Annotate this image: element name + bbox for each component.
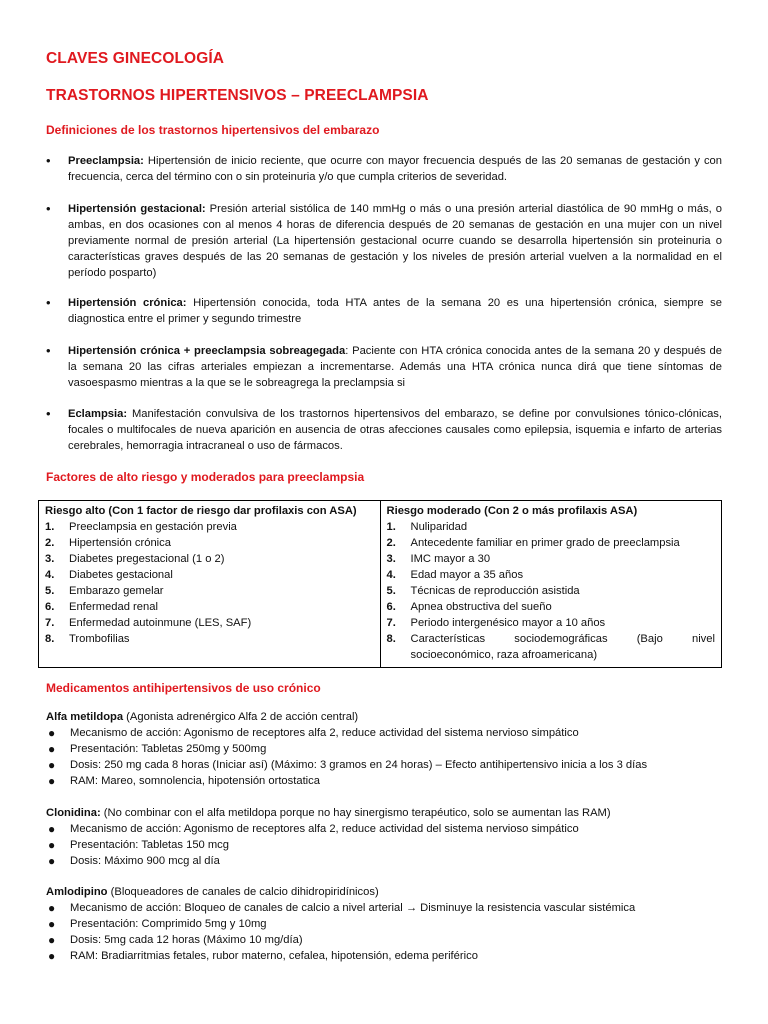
moderate-risk-cell [380,501,722,668]
definitions-heading: Definiciones de los trastornos hipertensivos del embarazo [46,123,380,137]
bullet-icon: ● [48,838,56,852]
list-item: ● RAM: Bradiarritmias fetales, rubor materno, cefalea, hipotensión, edema periférico [48,949,478,963]
bullet-icon: ● [48,901,56,915]
list-item: ● Presentación: Tabletas 250mg y 500mg [48,742,267,756]
definition-hipertension-gestacional: • Hipertensión gestacional: Presión arterial sistólica de 140 mmHg o más o una presión arterial diastólica de 90 mmHg o más, o ambas, en dos ocasiones con al menos 4 horas de diferencia después de 20 semanas de gestación en una mujer con un nivel previamente normal de presión arterial (La hipertensión gestacional ocurre cuando se desarrolla hipertensión sin proteinuria o características graves después de las 20 semanas de gestación y los niveles de presión arterial vuelven a la normalidad en el período posparto) [46,201,722,279]
drug-alfa-metildopa [46,709,736,789]
list-item: 6. Enfermedad renal [45,601,158,613]
drug-title: Clonidina: (No combinar con el alfa metildopa porque no hay sinergismo terapéutico, solo se aumentan las RAM) [46,807,611,819]
drug-title: Alfa metildopa (Agonista adrenérgico Alfa 2 de acción central) [46,711,359,723]
list-item: ● Presentación: Tabletas 150 mcg [48,838,229,852]
medications-heading: Medicamentos antihipertensivos de uso crónico [46,681,321,695]
bullet-icon: • [46,295,51,310]
bullet-icon: ● [48,917,56,931]
list-item: 3. Diabetes pregestacional (1 o 2) [45,553,225,565]
high-risk-cell [39,501,381,668]
list-item: 4. Diabetes gestacional [45,569,173,581]
bullet-icon: ● [48,774,56,788]
list-item: 8. Trombofilias [45,633,130,645]
document-title: CLAVES GINECOLOGÍA [46,50,225,67]
list-item: ● Mecanismo de acción: Agonismo de receptores alfa 2, reduce actividad del sistema nervioso simpático [48,726,579,740]
moderate-risk-title: Riesgo moderado (Con 2 o más profilaxis ASA) [386,505,638,517]
list-item: 6. Apnea obstructiva del sueño [386,601,552,613]
list-item: 2. Antecedente familiar en primer grado de preeclampsia [386,537,680,549]
drug-amlodipino [46,884,736,964]
list-item: 1. Preeclampsia en gestación previa [45,521,237,533]
list-item: 5. Embarazo gemelar [45,585,164,597]
drug-title: Amlodipino (Bloqueadores de canales de calcio dihidropiridínicos) [46,886,379,898]
bullet-icon: • [46,153,51,168]
bullet-icon: ● [48,758,56,772]
list-item: ● RAM: Mareo, somnolencia, hipotensión ortostatica [48,774,320,788]
bullet-icon: ● [48,949,56,963]
list-item: 4. Edad mayor a 35 años [386,569,524,581]
bullet-icon: ● [48,726,56,740]
high-risk-title: Riesgo alto (Con 1 factor de riesgo dar profilaxis con ASA) [45,505,357,517]
document-subtitle: TRASTORNOS HIPERTENSIVOS – PREECLAMPSIA [46,87,429,104]
list-item: ● Presentación: Comprimido 5mg y 10mg [48,917,267,931]
list-item: 7. Periodo intergenésico mayor a 10 años [386,617,606,629]
risk-heading: Factores de alto riesgo y moderados para preeclampsia [46,470,365,484]
list-item: ● Mecanismo de acción: Bloqueo de canales de calcio a nivel arterial → Disminuye la resistencia vascular sistémica [48,901,636,915]
bullet-icon: ● [48,854,56,868]
bullet-icon: • [46,201,51,216]
risk-factors-table [38,500,722,668]
list-item: 5. Técnicas de reproducción asistida [386,585,580,597]
list-item: ● Mecanismo de acción: Agonismo de receptores alfa 2, reduce actividad del sistema nervioso simpático [48,822,579,836]
list-item: ● Dosis: Máximo 900 mcg al día [48,854,220,868]
bullet-icon: ● [48,742,56,756]
list-item: 8. Características sociodemográficas (Bajo nivel socioeconómico, raza afroamericana) [386,633,715,661]
list-item: ● Dosis: 250 mg cada 8 horas (Iniciar así) (Máximo: 3 gramos en 24 horas) – Efecto antihipertensivo inicia a los 3 días [48,758,648,772]
bullet-icon: • [46,406,51,421]
bullet-icon: ● [48,933,56,947]
list-item: 3. IMC mayor a 30 [386,553,491,565]
definition-cronica-preeclampsia: • Hipertensión crónica + preeclampsia sobreagegada: Paciente con HTA crónica conocida antes de la semana 20 y después de la semana 20 las cifras arteriales empiezan a incrementarse. Además una HTA crónica nunca dirá que tiene síntomas de vasoespasmo mientras a la que se le sobreagrega la preclampsia si [46,343,722,389]
list-item: 1. Nuliparidad [386,521,468,533]
bullet-icon: ● [48,822,56,836]
bullet-icon: • [46,343,51,358]
definition-hipertension-cronica: • Hipertensión crónica: Hipertensión conocida, toda HTA antes de la semana 20 es una hipertensión crónica, siempre se diagnostica entre el primer y segundo trimestre [46,295,722,325]
list-item: ● Dosis: 5mg cada 12 horas (Máximo 10 mg/día) [48,933,303,947]
definition-eclampsia: • Eclampsia: Manifestación convulsiva de los trastornos hipertensivos del embarazo, se define por convulsiones tónico-clónicas, focales o multifocales de nueva aparición en ausencia de otras afecciones causales como epilepsia, isquemia e infarto de arterias cerebrales, hemorragia intracraneal o uso de fármacos. [46,406,722,452]
drug-clonidina [46,805,736,869]
list-item: 2. Hipertensión crónica [45,537,171,549]
list-item: 7. Enfermedad autoinmune (LES, SAF) [45,617,252,629]
definition-preeclampsia: • Preeclampsia: Hipertensión de inicio reciente, que ocurre con mayor frecuencia después de las 20 semanas de gestación y con frecuencia, cerca del término con o sin proteinuria y/o que cumpla criterios de severidad. [46,153,722,183]
